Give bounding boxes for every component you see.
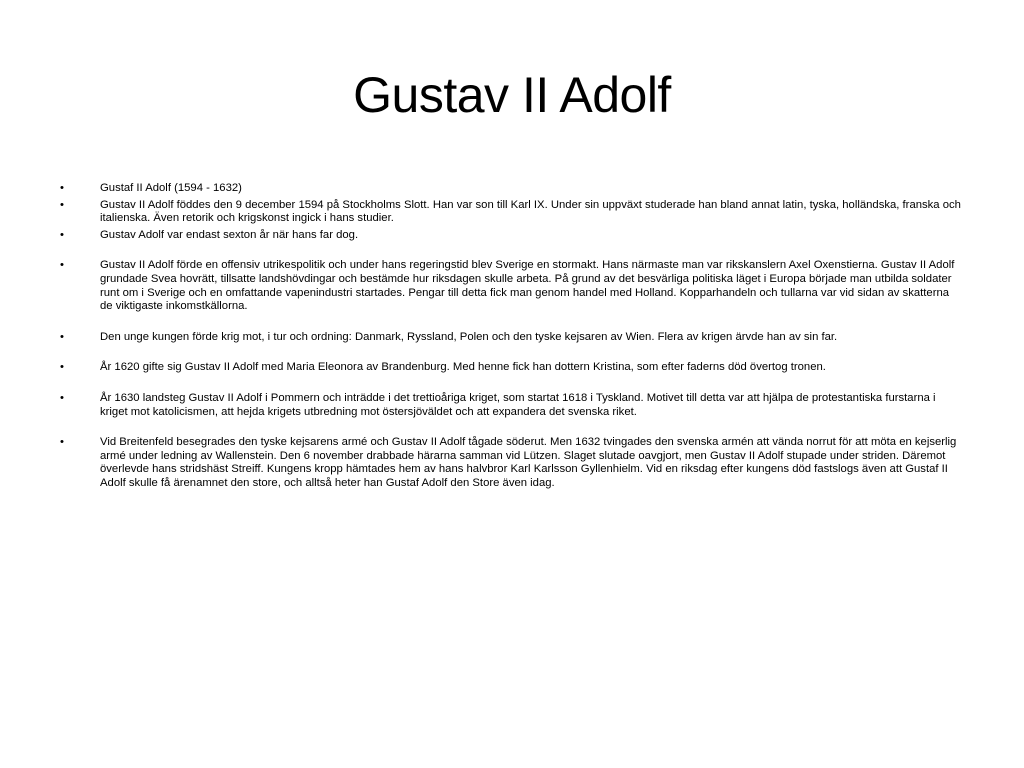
- bullet-icon: •: [60, 436, 64, 449]
- bullet-text: Vid Breitenfeld besegrades den tyske kejsarens armé och Gustav II Adolf tågade söderut. Men 1632 tvingades den svenska armén att vända norrut för att möta en kejserlig armé under ledning av Wallenstein. Den 6 november drabbade härarna samman vid Lützen. Slaget slutade oavgjort, men Gustav II Adolf stupade under striden. Däremot överlevde hans stridshäst Streiff. Kungens kropp hämtades hem av hans halvbror Karl Karlsson Gyllenhielm. Vid en riksdag efter kungens död fastslogs även att Gustaf II Adolf skulle få ärenamnet den store, och alltså heter han Gustaf Adolf den Store även idag.: [100, 436, 957, 489]
- bullet-icon: •: [60, 391, 64, 404]
- bullet-text: Gustav Adolf var endast sexton år när hans far dog.: [100, 228, 359, 241]
- bullet-item: [56, 259, 961, 313]
- bullet-icon: •: [60, 228, 64, 241]
- slide-title: Gustav II Adolf: [353, 67, 671, 123]
- bullet-item: [56, 182, 961, 196]
- bullet-text: Den unge kungen förde krig mot, i tur och ordning: Danmark, Ryssland, Polen och den tyske kejsaren av Wien. Flera av krigen ärvde han av sin far.: [100, 330, 838, 343]
- bullet-text: År 1630 landsteg Gustav II Adolf i Pommern och inträdde i det trettioåriga kriget, som startat 1618 i Tyskland. Motivet till detta var att hjälpa de protestantiska furstarna i kriget mot katolicismen, att hejda krigets utbredning mot östersjöväldet och att expandera det svenska riket.: [100, 391, 936, 418]
- bullet-icon: •: [60, 198, 64, 211]
- bullet-text: År 1620 gifte sig Gustav II Adolf med Maria Eleonora av Brandenburg. Med henne fick han dottern Kristina, som efter faderns död övertog tronen.: [100, 361, 826, 374]
- bullet-text: Gustav II Adolf förde en offensiv utrikespolitik och under hans regeringstid blev Sverige en stormakt. Hans närmaste man var rikskanslern Axel Oxenstierna. Gustav II Adolf grundade Svea hovrätt, tillsatte landshövdingar och bestämde hur riksdagen skulle arbeta. På grund av det besvärliga politiska läget i Europa började man utbilda soldater runt om i Sverige och en omfattande vapenindustri startades. Pengar till detta fick man genom handel med Holland. Kopparhandeln och tullarna var vid sidan av skatterna de viktigaste inkomstkällorna.: [100, 259, 955, 313]
- bullet-item: [56, 331, 961, 345]
- bullet-item: [56, 199, 961, 226]
- bullet-list: [56, 182, 961, 494]
- bullet-item: [56, 436, 961, 490]
- bullet-text: Gustaf II Adolf (1594 - 1632): [100, 182, 242, 194]
- bullet-item: [56, 361, 961, 375]
- bullet-item: [56, 229, 961, 243]
- bullet-icon: •: [60, 182, 64, 194]
- bullet-icon: •: [60, 330, 64, 343]
- bullet-icon: •: [60, 259, 64, 272]
- bullet-item: [56, 392, 961, 419]
- bullet-text: Gustav II Adolf föddes den 9 december 1594 på Stockholms Slott. Han var son till Karl IX. Under sin uppväxt studerade han bland annat latin, tyska, holländska, franska och italienska. Även retorik och krigskonst ingick i hans studier.: [100, 198, 961, 225]
- bullet-icon: •: [60, 361, 64, 374]
